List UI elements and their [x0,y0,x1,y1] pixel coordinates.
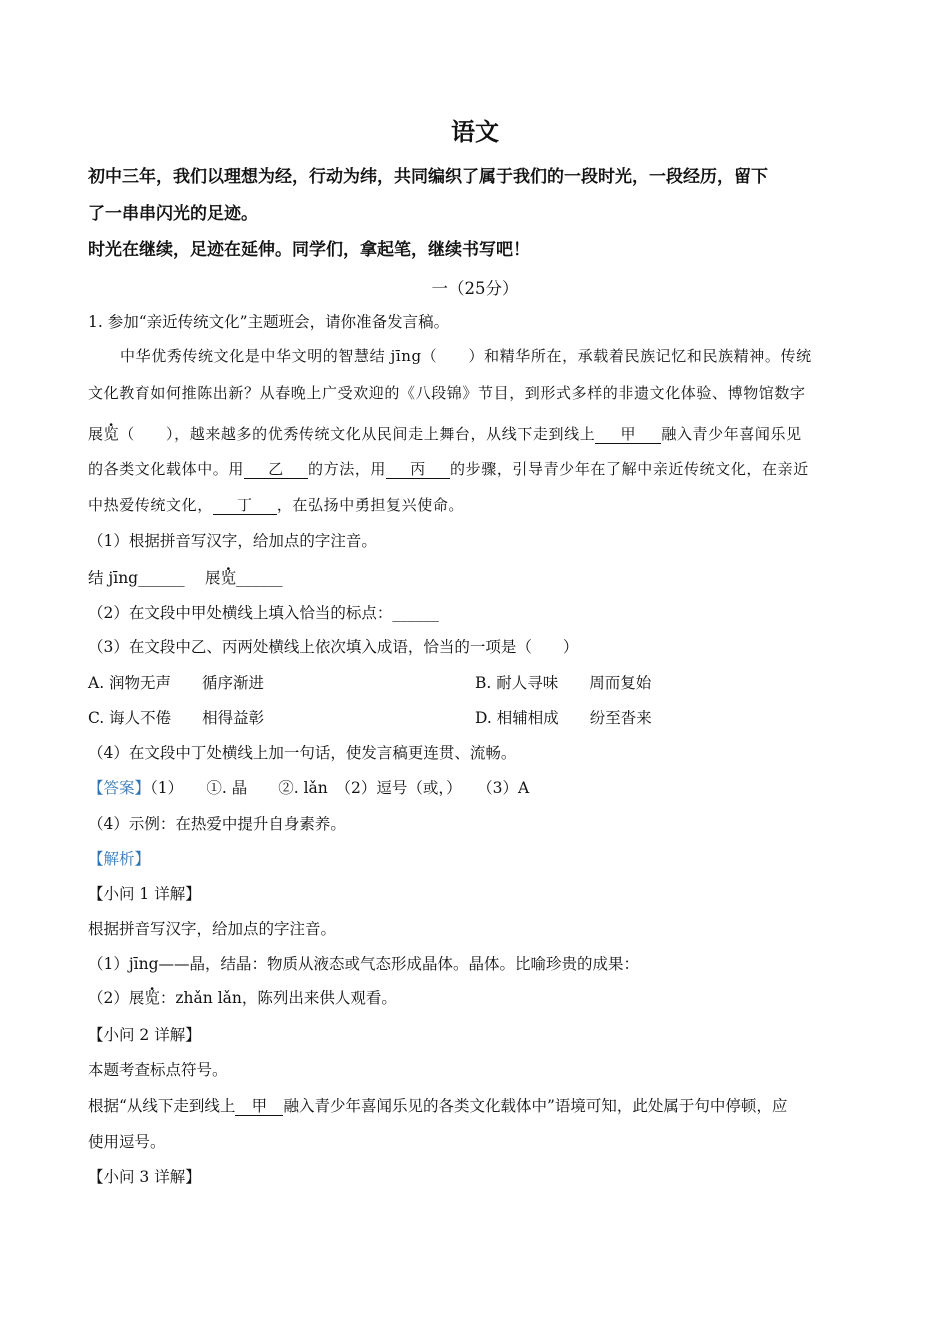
sub-question-4: （4）在文段中丁处横线上加一句话，使发言稿更连贯、流畅。 [88,744,517,762]
analysis-line [88,1096,787,1116]
analysis-text: 根据拼音写汉字，给加点的字注音。 [88,920,337,938]
passage-text: （ ），越来越多的优秀传统文化从民间走上舞台，从线下走到线上 [119,425,596,443]
intro-line-2: 了一串串闪光的足迹。 [88,204,258,224]
analysis-text: 根据“从线下走到线上 [88,1097,236,1115]
passage-text: 展 [88,425,104,443]
passage-line-2: 文化教育如何推陈出新？从春晚上广受欢迎的《八段锦》节目，到形式多样的非遗文化体验、博物馆数字 [88,384,806,402]
analysis-text: （2）展 [88,989,145,1007]
blank-jia: 甲 [235,1097,283,1116]
page-title: 语文 [451,118,499,146]
passage-text: 的各类文化载体中。用 [88,460,245,478]
passage-line-1: 中华优秀传统文化是中华文明的智慧结 jīng（ ）和精华所在，承载着民族记忆和民族精神。传统 [120,347,812,365]
answer-line-1 [88,778,529,798]
question-stem: 1. 参加“亲近传统文化”主题班会，请你准备发言稿。 [88,313,450,331]
analysis-line [88,988,397,1008]
answer-text: 结 jīng [88,569,139,587]
option-b: B. 耐人寻味 周而复始 [475,674,652,692]
sub-question-2: （2）在文段中甲处横线上填入恰当的标点：______ [88,604,439,622]
section-header: 一（25分） [431,279,519,298]
sub-detail-3-header: 【小问 3 详解】 [88,1168,201,1186]
blank-jia: 甲 [595,425,661,444]
sub-detail-2-header: 【小问 2 详解】 [88,1026,201,1044]
intro-line-1: 初中三年，我们以理想为经，行动为纬，共同编织了属于我们的一段时光，一段经历，留下 [88,167,768,187]
sub-question-1-answer-line [88,568,283,588]
dotted-char: 览 [103,425,120,443]
option-d: D. 相辅相成 纷至沓来 [475,709,652,727]
analysis-text: 融入青少年喜闻乐见的各类文化载体中”语境可知，此处属于句中停顿，应 [283,1097,788,1115]
blank-bing: 丙 [386,460,450,479]
analysis-text: 本题考查标点符号。 [88,1061,228,1079]
answer-text: （1） ①. 晶 ②. lǎn （2）逗号（或，） （3）A [150,779,530,797]
answer-line-2: （4）示例：在热爱中提升自身素养。 [88,815,346,833]
passage-text: ，在弘扬中勇担复兴使命。 [276,496,465,514]
analysis-text: ：zhǎn lǎn，陈列出来供人观看。 [159,989,397,1007]
passage-text: 中热爱传统文化， [88,496,213,514]
blank-ding: 丁 [213,496,277,515]
analysis-label: 【解析】 [88,850,151,868]
passage-line-4 [88,459,809,479]
passage-text: 的方法，用 [308,460,387,478]
dotted-char: 览 [220,569,237,587]
passage-line-5 [88,495,464,515]
option-c: C. 诲人不倦 相得益彰 [88,709,265,727]
blank-yi: 乙 [244,460,308,479]
intro-line-3: 时光在继续，足迹在延伸。同学们，拿起笔，继续书写吧！ [88,240,530,260]
analysis-text: （1）jīng——晶，结晶：物质从液态或气态形成晶体。晶体。比喻珍贵的成果： [88,955,640,973]
passage-text: 的步骤，引导青少年在了解中亲近传统文化，在亲近 [450,460,809,478]
sub-question-1: （1）根据拼音写汉字，给加点的字注音。 [88,532,377,550]
passage-text: 融入青少年喜闻乐见 [661,425,802,443]
dotted-char: 览 [144,989,160,1007]
passage-line-3 [88,424,802,444]
analysis-text: 使用逗号。 [88,1133,166,1151]
option-a: A. 润物无声 循序渐进 [88,674,265,692]
sub-question-3: （3）在文段中乙、丙两处横线上依次填入成语，恰当的一项是（ ） [88,638,579,656]
sub-detail-1-header: 【小问 1 详解】 [88,885,201,903]
answer-label: 【答案】 [88,779,151,797]
answer-blank: ______ [138,569,185,587]
answer-text: 展 [205,569,221,587]
answer-blank: ______ [236,569,283,587]
